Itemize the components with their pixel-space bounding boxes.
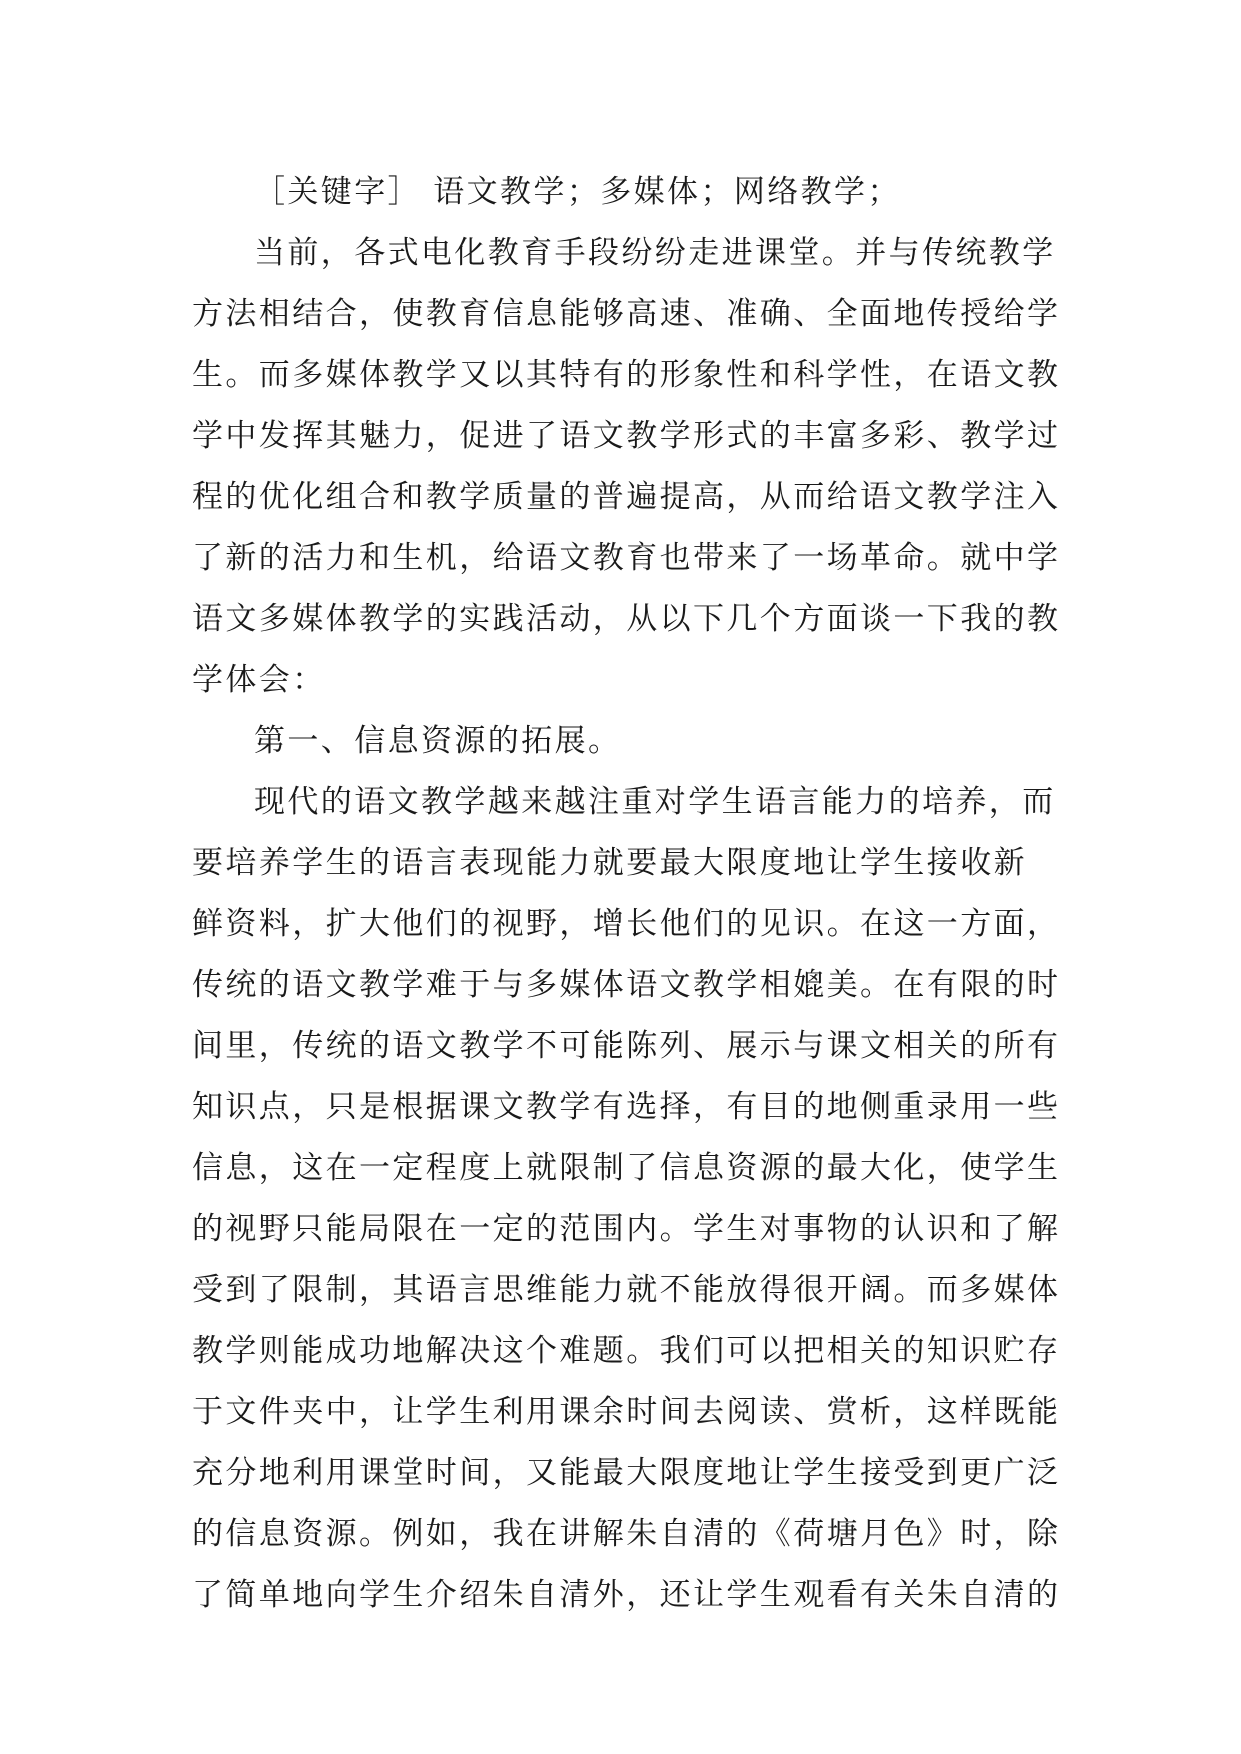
paragraph-2-line: 知识点，只是根据课文教学有选择，有目的地侧重录用一些 (192, 1089, 1061, 1125)
paragraph-2-line: 的信息资源。例如，我在讲解朱自清的《荷塘月色》时，除 (192, 1516, 1061, 1552)
paragraph-2-line: 间里，传统的语文教学不可能陈列、展示与课文相关的所有 (192, 1028, 1061, 1064)
paragraph-2-line: 的视野只能局限在一定的范围内。学生对事物的认识和了解 (192, 1211, 1061, 1247)
paragraph-2-line: 现代的语文教学越来越注重对学生语言能力的培养，而 (254, 784, 1056, 820)
keywords-line: ［关键字］ 语文教学；多媒体；网络教学； (254, 174, 901, 210)
paragraph-2-line: 受到了限制，其语言思维能力就不能放得很开阔。而多媒体 (192, 1272, 1061, 1308)
paragraph-1-line: 方法相结合，使教育信息能够高速、准确、全面地传授给学 (192, 296, 1061, 332)
paragraph-1-line: 学体会： (192, 662, 326, 698)
paragraph-2-line: 要培养学生的语言表现能力就要最大限度地让学生接收新 (192, 845, 1027, 881)
paragraph-2-line: 传统的语文教学难于与多媒体语文教学相媲美。在有限的时 (192, 967, 1061, 1003)
paragraph-2-line: 充分地利用课堂时间，又能最大限度地让学生接受到更广泛 (192, 1455, 1061, 1491)
paragraph-2-line: 教学则能成功地解决这个难题。我们可以把相关的知识贮存 (192, 1333, 1061, 1369)
paragraph-2-line: 鲜资料，扩大他们的视野，增长他们的见识。在这一方面， (192, 906, 1061, 942)
paragraph-2-line: 于文件夹中，让学生利用课余时间去阅读、赏析，这样既能 (192, 1394, 1061, 1430)
paragraph-1-line: 了新的活力和生机，给语文教育也带来了一场革命。就中学 (192, 540, 1061, 576)
paragraph-1-line: 当前，各式电化教育手段纷纷走进课堂。并与传统教学 (254, 235, 1056, 271)
document-body (192, 162, 1061, 1626)
paragraph-2-line: 信息，这在一定程度上就限制了信息资源的最大化，使学生 (192, 1150, 1061, 1186)
paragraph-1-line: 语文多媒体教学的实践活动，从以下几个方面谈一下我的教 (192, 601, 1061, 637)
paragraph-2-line: 了简单地向学生介绍朱自清外，还让学生观看有关朱自清的 (192, 1577, 1061, 1613)
paragraph-1-line: 生。而多媒体教学又以其特有的形象性和科学性，在语文教 (192, 357, 1061, 393)
paragraph-1-line: 程的优化组合和教学质量的普遍提高，从而给语文教学注入 (192, 479, 1061, 515)
section-heading: 第一、信息资源的拓展。 (254, 723, 622, 759)
paragraph-1-line: 学中发挥其魅力，促进了语文教学形式的丰富多彩、教学过 (192, 418, 1061, 454)
